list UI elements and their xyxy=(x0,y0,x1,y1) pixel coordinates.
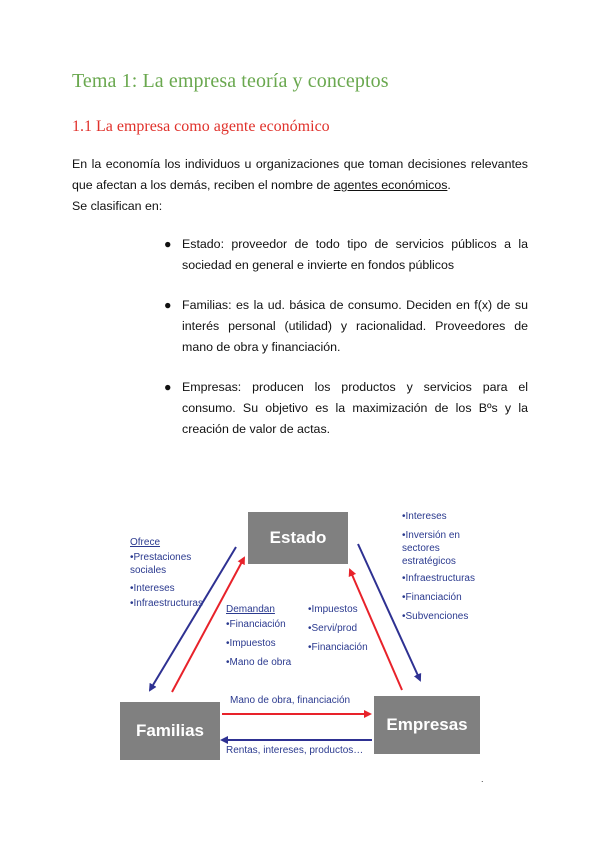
bullet-text: Familias: es la ud. básica de consumo. Deciden en f(x) de su interés personal (utilidad) y racionalidad. Proveedores de mano de obra y financiación. xyxy=(182,298,528,354)
demandan-heading: Demandan xyxy=(226,604,275,615)
flow-top-label: Mano de obra, financiación xyxy=(230,695,351,706)
center-label xyxy=(308,603,368,660)
center-item: •Servi/prod xyxy=(308,623,358,634)
demandan-item: •Financiación xyxy=(226,619,286,630)
demandan-item: •Mano de obra xyxy=(226,657,292,668)
ofrece-item: •Prestaciones sociales xyxy=(130,552,192,576)
demandan-label xyxy=(226,603,291,675)
bullet-icon: ● xyxy=(164,380,172,394)
right-item: •Financiación xyxy=(402,592,462,603)
right-label xyxy=(402,510,475,629)
ofrece-label xyxy=(130,536,214,612)
empresas-box: Empresas xyxy=(374,696,480,754)
bullet-icon: ● xyxy=(164,298,172,312)
intro-line-2: Se clasifican en: xyxy=(72,199,163,213)
page-title: Tema 1: La empresa teoría y conceptos xyxy=(72,70,389,92)
center-item: •Financiación xyxy=(308,642,368,653)
bullet-text: Empresas: producen los productos y servicios para el consumo. Su objetivo es la maximización de los Bºs y la creación de valor de actas. xyxy=(182,380,528,436)
right-item: •Inversión en sectores estratégicos xyxy=(402,530,460,567)
ofrece-item: •Intereses xyxy=(130,583,175,594)
section-heading: 1.1 La empresa como agente económico xyxy=(72,118,330,135)
right-item: •Infraestructuras xyxy=(402,573,475,584)
demandan-item: •Impuestos xyxy=(226,638,276,649)
footer-mark: . xyxy=(481,774,484,784)
agentes-economicos-term: agentes económicos xyxy=(333,178,448,192)
bullet-text: Estado: proveedor de todo tipo de servicios públicos a la sociedad en general e invierte en fondos públicos xyxy=(182,237,528,272)
intro-text: En la economía los individuos u organizaciones que toman decisiones relevantes que afectan a los demás, reciben el nombre de xyxy=(72,157,528,192)
ofrece-heading: Ofrece xyxy=(130,537,161,548)
ofrece-item: •Infraestructuras xyxy=(130,598,203,609)
flow-bottom-label: Rentas, intereses, productos… xyxy=(226,745,364,756)
estado-box: Estado xyxy=(248,512,348,564)
bullet-icon: ● xyxy=(164,237,172,251)
intro-period: . xyxy=(447,178,451,192)
familias-box: Familias xyxy=(120,702,220,760)
center-item: •Impuestos xyxy=(308,604,358,615)
right-item: •Subvenciones xyxy=(402,611,469,622)
right-item: •Intereses xyxy=(402,511,447,522)
